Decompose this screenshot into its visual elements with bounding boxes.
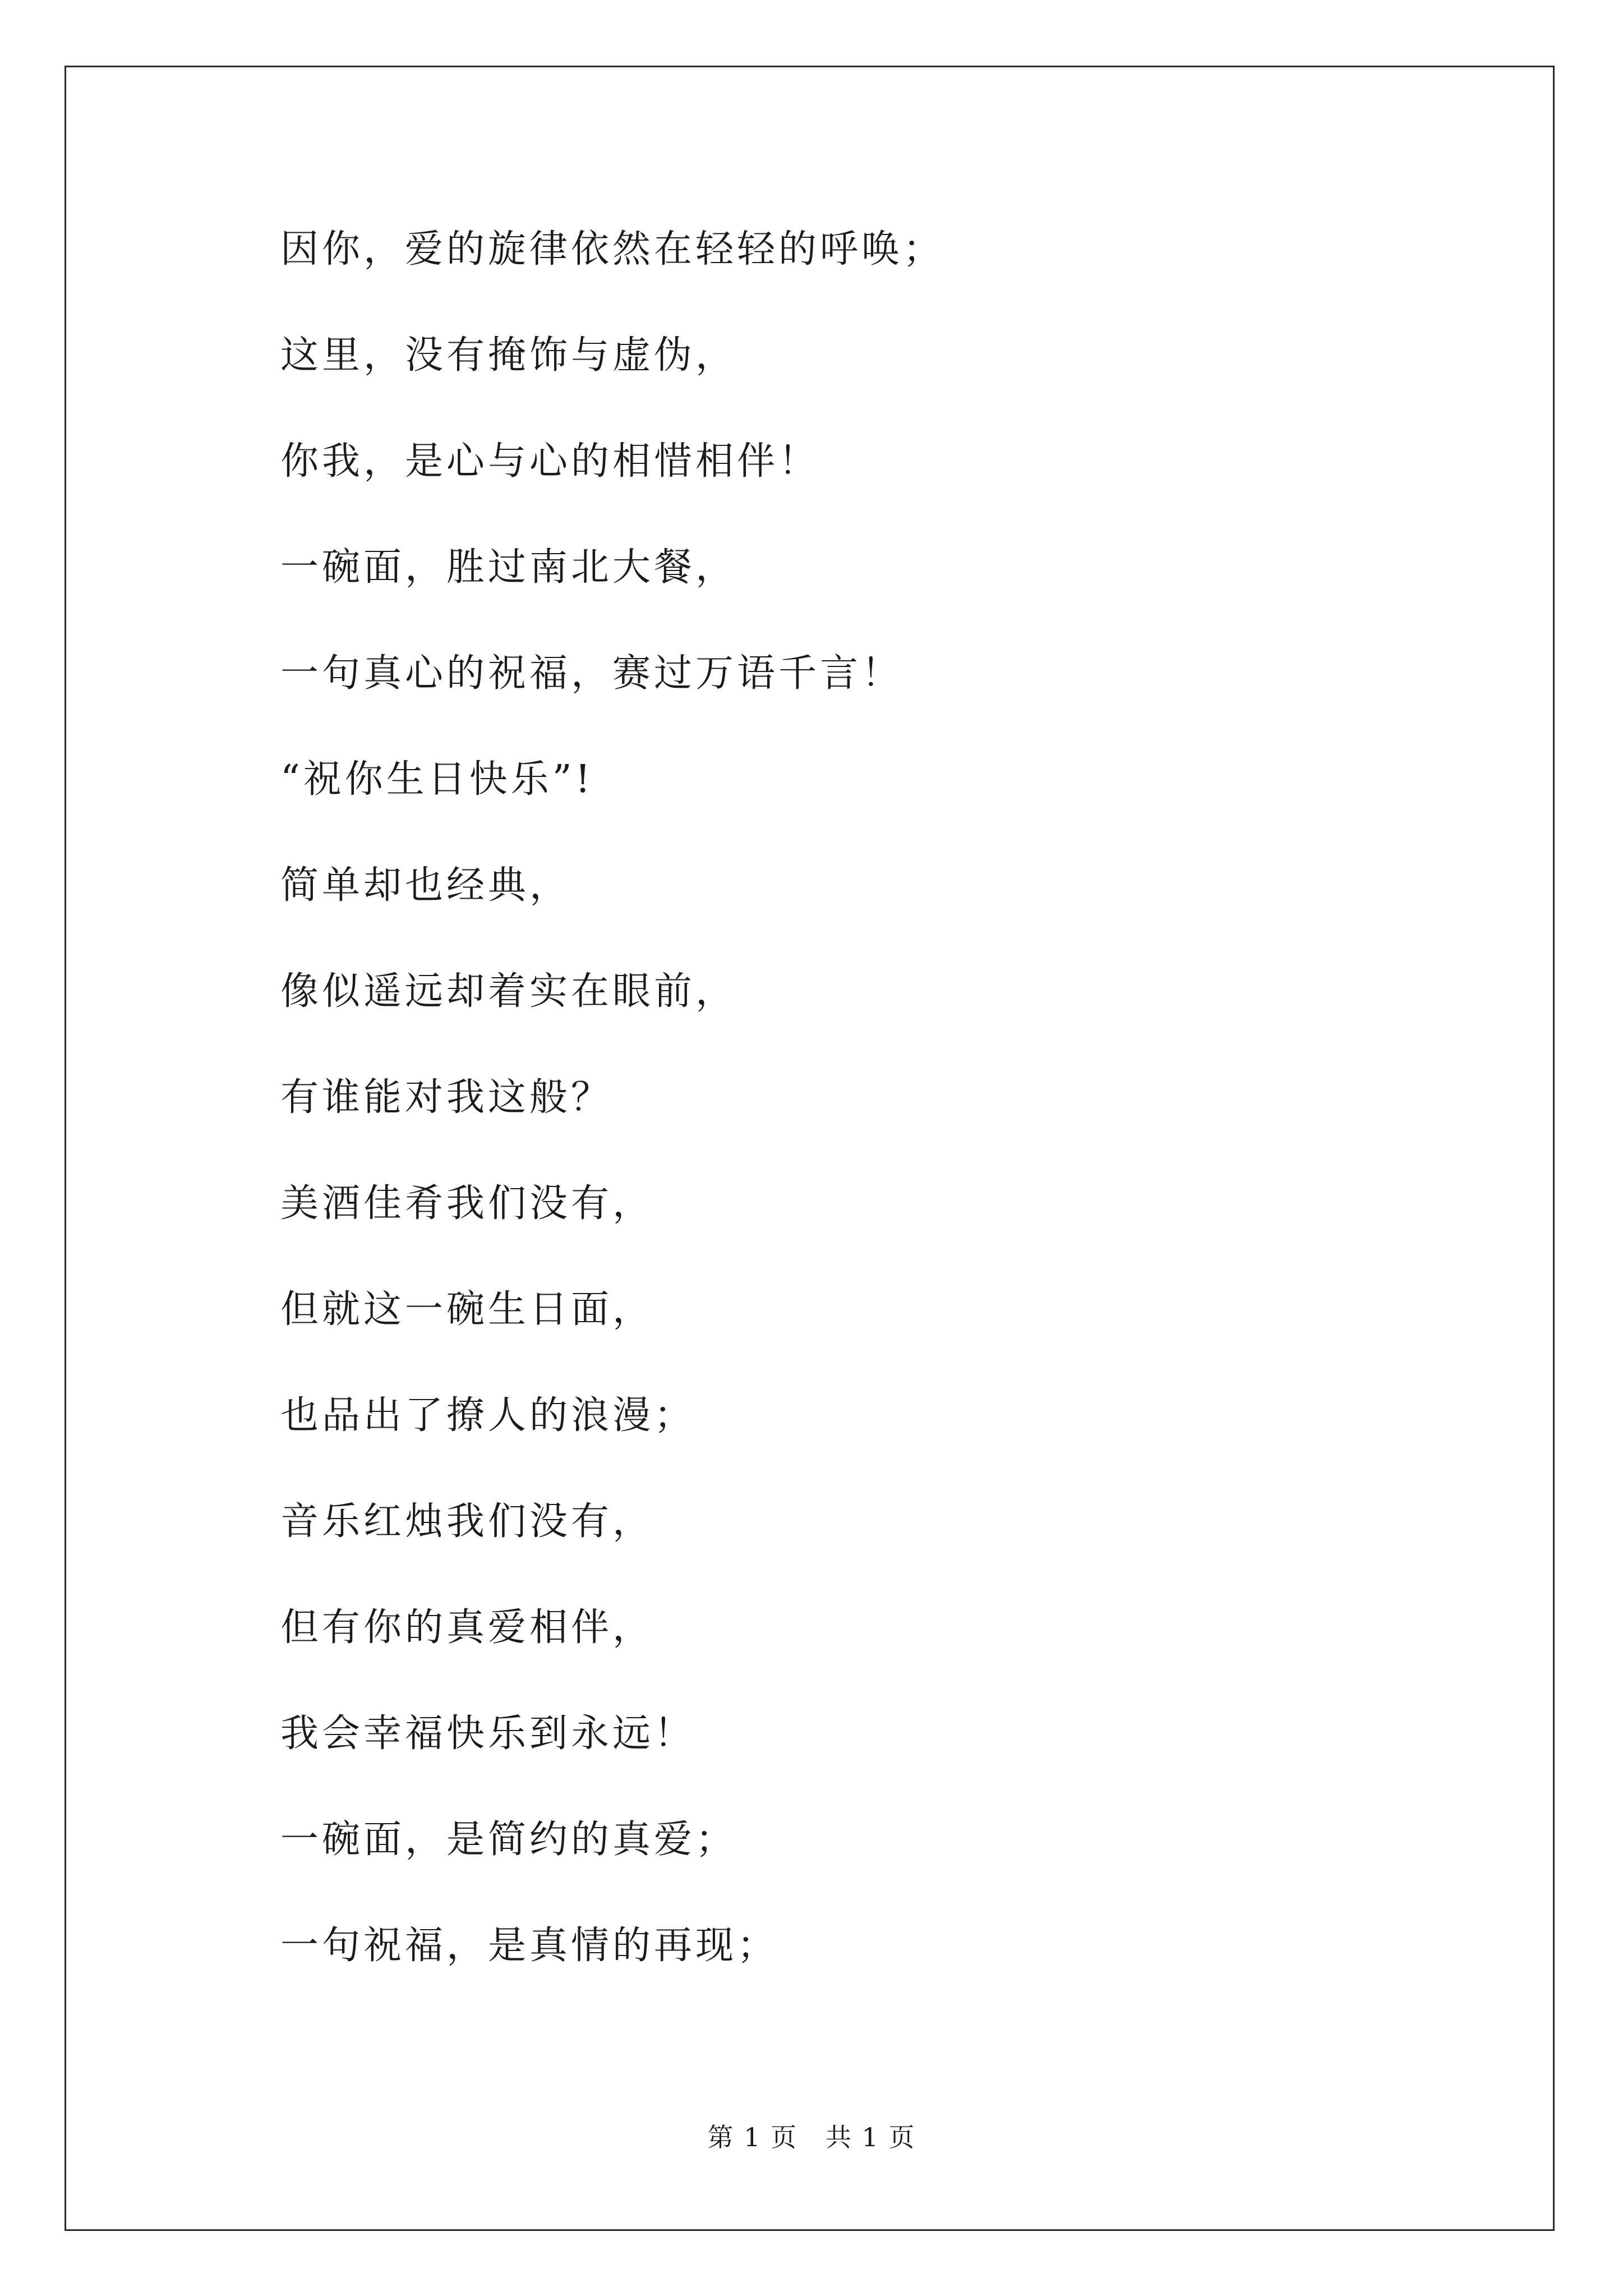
poem-line: “祝你生日快乐”! — [280, 757, 594, 802]
poem-line: 美酒佳肴我们没有， — [280, 1181, 654, 1226]
poem-line: 但有你的真爱相伴， — [280, 1605, 654, 1650]
poem-line: 简单却也经典， — [280, 863, 571, 908]
poem-body — [280, 216, 1486, 2018]
poem-line: 这里，没有掩饰与虚伪， — [280, 333, 737, 378]
poem-line: 一句真心的祝福，赛过万语千言！ — [280, 651, 903, 696]
page-total: 共 1 页 — [826, 2122, 916, 2152]
poem-line: 像似遥远却着实在眼前， — [280, 969, 737, 1014]
poem-line: 因你，爱的旋律依然在轻轻的呼唤； — [280, 227, 945, 272]
page-number: 第 1 页 — [707, 2122, 797, 2152]
poem-line: 一句祝福，是真情的再现； — [280, 1924, 779, 1968]
poem-line: 也品出了撩人的浪漫； — [280, 1393, 696, 1438]
poem-line: 有谁能对我这般？ — [280, 1075, 613, 1120]
poem-line: 一碗面，是简约的真爱； — [280, 1818, 737, 1862]
poem-line: 但就这一碗生日面， — [280, 1287, 654, 1332]
poem-line: 音乐红烛我们没有， — [280, 1499, 654, 1544]
poem-line: 我会幸福快乐到永远！ — [280, 1711, 696, 1756]
poem-line: 一碗面，胜过南北大餐， — [280, 545, 737, 590]
page-footer — [0, 2120, 1623, 2154]
poem-line: 你我，是心与心的相惜相伴！ — [280, 439, 820, 484]
